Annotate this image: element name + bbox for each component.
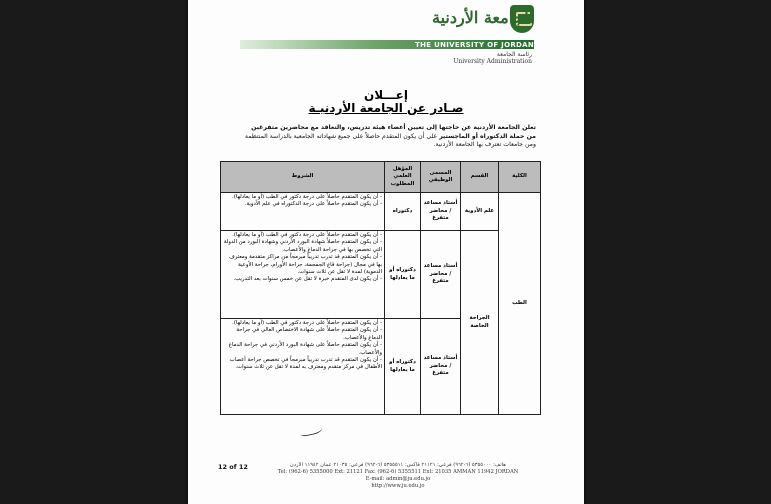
header-conditions: الشروط (221, 162, 385, 193)
condition-item: - أن يكون المتقدم حاصلاً على درجة الدكتوراه في علم الأدوية. (244, 201, 382, 208)
position-cell: أستاذ مساعد / محاضر متفرغ (421, 231, 461, 319)
department-cell: علم الأدوية (461, 193, 499, 231)
footer-contact-en: Tel: (962-6) 5355000 Ext: 21121 Fax: (962-6) 5355511 Ext: 21035 AMMAN 11942 JORDAN (277, 469, 519, 475)
office-english: University Administration (453, 58, 532, 65)
condition-item: - أن يكون المتقدم حاصلاً على درجة دكتور في الطب (أو ما يعادلها). (232, 194, 382, 200)
conditions-cell (221, 319, 385, 415)
position-cell: أستاذ مساعد / محاضر متفرغ (421, 193, 461, 231)
condition-item: - أن يكون المتقدم حاصلاً على شهادة الاختصاص العالي في جراحة الدماغ والأعصاب. (236, 327, 382, 341)
university-name: THE UNIVERSITY OF JORDAN (415, 41, 534, 49)
footer-web: http://www.ju.edu.jo (371, 483, 425, 489)
header-department: القسم (461, 162, 499, 193)
announcement-title: إعـــلان (364, 88, 408, 102)
office-arabic: رئاسة الجامعة (496, 51, 532, 58)
positions-table (220, 161, 541, 415)
page-number: 12 of 12 (218, 463, 248, 471)
condition-item: - أن يكون المتقدم حاصلاً على درجة دكتور في الطب (أو ما يعادلها). (232, 232, 382, 238)
page-footer (258, 462, 538, 490)
announcement-subtitle: صـادر عن الجامعة الأردنيـة (308, 101, 464, 115)
condition-item: - أن يكون المتقدم قد تدرب تدريباً مبرمجاً في تخصص جراحة أعصاب الأطفال في مركز متقدم ومعترف به لمدة لا تقل عن ثلاث سنوات. (229, 357, 382, 371)
document-page (188, 0, 584, 504)
table-header-row (221, 162, 541, 193)
header-qualification: المؤهل العلمي المطلوب (385, 162, 421, 193)
table-row (221, 231, 541, 319)
intro-paragraph (240, 124, 536, 150)
condition-item: - أن يكون المتقدم قد تدرب تدريباً مبرمجاً من مراكز متقدمة ومعترف بها في مجال (جراحة قاع الجمجمة، جراحة الأورام، جراحة الأوعية الدموية) لمدة لا تقل عن ثلاث سنوات. (229, 254, 382, 276)
condition-item: - أن يكون المتقدم حاصلاً على شهادة البورد الأردني في جراحة الدماغ والأعصاب. (228, 342, 382, 356)
footer-contact-ar: هاتف: ٥٣٥٥٠٠٠ (٦-٩٦٢) فرعي: ٢١١٢١ فاكس: ٥٣٥٥٥١١ (٦-٩٦٢) فرعي: ٢١٠٣٥ عمان ١١٩٤٢ الأردن (290, 462, 506, 468)
position-cell: أستاذ مساعد / محاضر متفرغ (421, 319, 461, 415)
department-cell: الجراحة الخاصة (461, 231, 499, 415)
signature-mark (299, 422, 323, 437)
footer-email: E-mail: admin@ju.edu.jo (365, 476, 431, 482)
condition-item: - أن يكون لدى المتقدم خبرة لا تقل عن خمس سنوات بعد التدريب. (233, 276, 382, 283)
intro-bold: تعلن الجامعة الأردنية عن حاجتها إلى تعيين أعضاء هيئة تدريس، والتعاقد مع محاضرين متفرغين من حملة الدكتوراه أو الماجستير (251, 124, 536, 140)
qualification-cell: دكتوراه أو ما يعادلها (385, 319, 421, 415)
condition-item: - أن يكون المتقدم حاصلاً شهادة البورد الأردني وشهادة البورد من الدولة التي تخصص بها في جراحة الدماغ والأعصاب. (223, 239, 382, 253)
intro-rest: على أن يكون المتقدم حاصلاً على جميع شهاداته الجامعية بالدراسة المنتظمة ومن جامعات تعترف بها الجامعة الأردنية. (244, 132, 536, 149)
header-college: الكلية (499, 162, 541, 193)
qualification-cell: دكتوراه أو ما يعادلها (385, 231, 421, 319)
logo-text: الجامعة الأردنية (432, 8, 534, 27)
college-cell: الطب (499, 193, 541, 415)
condition-item: - أن يكون المتقدم حاصلاً على درجة دكتور في الطب (أو ما يعادلها). (232, 320, 382, 326)
qualification-cell: دكتوراه (385, 193, 421, 231)
conditions-cell (221, 193, 385, 231)
header-position: المسمى الوظيفي (421, 162, 461, 193)
conditions-cell (221, 231, 385, 319)
table-row (221, 193, 541, 231)
